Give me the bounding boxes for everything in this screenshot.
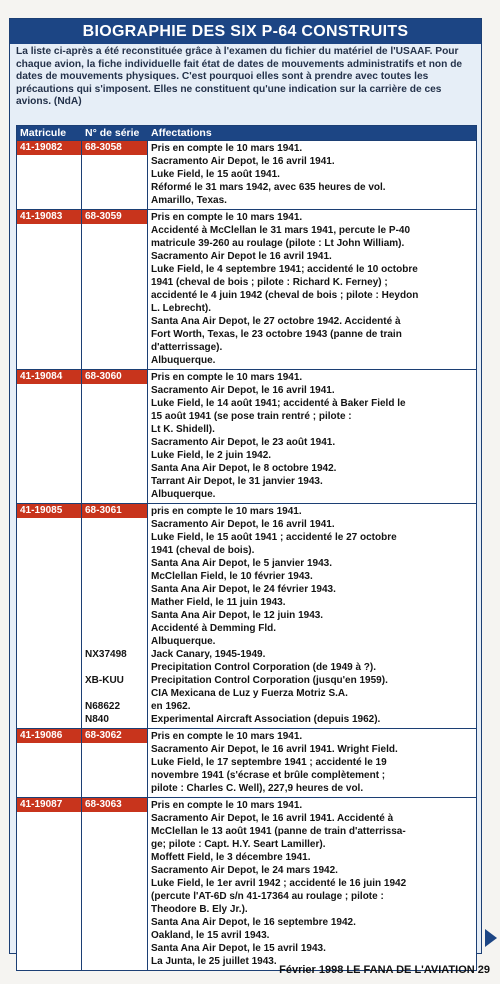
registrations <box>82 743 147 797</box>
affectation-line: d'atterrissage). <box>151 342 223 353</box>
affectation-line: Lt K. Shidell). <box>151 424 215 435</box>
matricule-cell <box>17 210 82 369</box>
intro-text: La liste ci-après a été reconstituée grâce à l'examen du fichier du matériel de l'USAAF. Pour chaque avion, la fiche individuelle fait état de dates de mouvements administratifs et non de dates de mouvements physiques. C'est pourquoi elles sont à prendre avec toutes les précautions qui s'imposent. Elles ne constituent qu'une indication sur la carrière de ces avions. (NdA) <box>16 46 463 108</box>
affectation-line: Precipitation Control Corporation (de 1949 à ?). <box>151 662 377 673</box>
affectation-line: L. Lebrecht). <box>151 303 212 314</box>
affectation-line: pris en compte le 10 mars 1941. <box>151 506 302 517</box>
affectation-line: Oakland, le 15 avril 1943. <box>151 930 270 941</box>
registration-label: NX37498 <box>85 649 127 660</box>
matricule-cell <box>17 370 82 503</box>
table-row <box>17 209 476 369</box>
serie-cell <box>82 141 148 209</box>
affectation-line: La Junta, le 25 juillet 1943. <box>151 956 277 967</box>
table-row <box>17 728 476 797</box>
affectation-line: Luke Field, le 2 juin 1942. <box>151 450 272 461</box>
registration-label: N68622 <box>85 701 121 712</box>
affectation-line: CIA Mexicana de Luz y Fuerza Motriz S.A. <box>151 688 348 699</box>
affectation-line: accidenté le 4 juin 1942 (cheval de bois ; pilote : Heydon <box>151 290 419 301</box>
biography-panel <box>9 18 482 967</box>
affectation-line: ge; pilote : Capt. H.Y. Seart Lamiller). <box>151 839 326 850</box>
affectation-line: novembre 1941 (s'écrase et brûle complètement ; <box>151 770 386 781</box>
affectation-line: Amarillo, Texas. <box>151 195 227 206</box>
table-row <box>17 503 476 728</box>
affectation-line: Albuquerque. <box>151 355 216 366</box>
aircraft-table <box>16 125 477 971</box>
affectation-line: Accidenté à Demming Fld. <box>151 623 277 634</box>
affectation-line: Pris en compte le 10 mars 1941. <box>151 731 303 742</box>
matricule-value: 41-19083 <box>17 210 81 224</box>
affectation-line: Pris en compte le 10 mars 1941. <box>151 800 303 811</box>
affectation-line: Pris en compte le 10 mars 1941. <box>151 372 303 383</box>
affectation-line: Santa Ana Air Depot, le 8 octobre 1942. <box>151 463 337 474</box>
table-row <box>17 797 476 970</box>
serie-cell <box>82 370 148 503</box>
affectation-line: 15 août 1941 (se pose train rentré ; pilote : <box>151 411 352 422</box>
affectation-line: (percute l'AT-6D s/n 41-17364 au roulage ; pilote : <box>151 891 384 902</box>
matricule-cell <box>17 729 82 797</box>
affectation-line: Santa Ana Air Depot, le 12 juin 1943. <box>151 610 324 621</box>
affectation-line: matricule 39-260 au roulage (pilote : Lt John William). <box>151 238 405 249</box>
serie-value: 68-3063 <box>82 798 147 812</box>
affectation-line: McClellan le 13 août 1941 (panne de train d'atterrissa- <box>151 826 406 837</box>
serie-cell <box>82 798 148 970</box>
affectation-line: Luke Field, le 15 août 1941. <box>151 169 280 180</box>
affectation-line: 1941 (cheval de bois ; pilote : Richard K. Ferney) ; <box>151 277 388 288</box>
affectation-line: Albuquerque. <box>151 489 216 500</box>
serie-cell <box>82 504 148 728</box>
registrations <box>82 518 147 728</box>
affectations-cell <box>148 210 476 369</box>
table-row <box>17 369 476 503</box>
affectation-line: Sacramento Air Depot, le 16 avril 1941. <box>151 385 335 396</box>
matricule-value: 41-19087 <box>17 798 81 812</box>
affectation-line: Sacramento Air Depot, le 16 avril 1941. <box>151 519 335 530</box>
affectation-line: Experimental Aircraft Association (depuis 1962). <box>151 714 381 725</box>
affectations-cell <box>148 141 476 209</box>
table-row <box>17 140 476 209</box>
matricule-cell <box>17 141 82 209</box>
matricule-value: 41-19085 <box>17 504 81 518</box>
affectation-line: Luke Field, le 14 août 1941; accidenté à Baker Field le <box>151 398 406 409</box>
serie-value: 68-3058 <box>82 141 147 155</box>
affectation-line: Tarrant Air Depot, le 31 janvier 1943. <box>151 476 323 487</box>
serie-value: 68-3062 <box>82 729 147 743</box>
serie-cell <box>82 210 148 369</box>
registrations <box>82 155 147 209</box>
affectation-line: Mather Field, le 11 juin 1943. <box>151 597 286 608</box>
affectation-line: Luke Field, le 4 septembre 1941; accidenté le 10 octobre <box>151 264 418 275</box>
affectation-line: McClellan Field, le 10 février 1943. <box>151 571 313 582</box>
affectation-line: Sacramento Air Depot, le 16 avril 1941. <box>151 156 335 167</box>
header-serie: N° de série <box>85 127 140 139</box>
affectation-line: pilote : Charles C. Well), 227,9 heures de vol. <box>151 783 364 794</box>
header-matricule: Matricule <box>20 127 67 139</box>
affectation-line: Jack Canary, 1945-1949. <box>151 649 266 660</box>
affectation-line: Sacramento Air Depot, le 23 août 1941. <box>151 437 336 448</box>
registrations <box>82 812 147 970</box>
registration-label: XB-KUU <box>85 675 124 686</box>
affectation-line: Pris en compte le 10 mars 1941. <box>151 143 303 154</box>
affectation-line: Luke Field, le 1er avril 1942 ; accidenté le 16 juin 1942 <box>151 878 407 889</box>
table-header <box>17 126 476 140</box>
affectations-cell <box>148 729 476 797</box>
affectation-line: Pris en compte le 10 mars 1941. <box>151 212 303 223</box>
affectation-line: Luke Field, le 15 août 1941 ; accidenté le 27 octobre <box>151 532 397 543</box>
affectation-line: Sacramento Air Depot, le 16 avril 1941. Wright Field. <box>151 744 398 755</box>
affectation-line: Precipitation Control Corporation (jusqu'en 1959). <box>151 675 388 686</box>
matricule-cell <box>17 798 82 970</box>
header-affectations: Affectations <box>151 127 212 139</box>
arrow-right-icon <box>485 929 497 947</box>
panel-title: BIOGRAPHIE DES SIX P-64 CONSTRUITS <box>10 19 481 44</box>
affectation-line: Theodore B. Ely Jr.). <box>151 904 248 915</box>
affectation-line: Réformé le 31 mars 1942, avec 635 heures de vol. <box>151 182 386 193</box>
matricule-value: 41-19082 <box>17 141 81 155</box>
page-footer: Février 1998 LE FANA DE L'AVIATION 29 <box>279 964 490 976</box>
affectation-line: Moffett Field, le 3 décembre 1941. <box>151 852 311 863</box>
affectation-line: Santa Ana Air Depot, le 5 janvier 1943. <box>151 558 332 569</box>
affectation-line: Albuquerque. <box>151 636 216 647</box>
registrations <box>82 384 147 503</box>
serie-value: 68-3060 <box>82 370 147 384</box>
affectation-line: Santa Ana Air Depot, le 16 septembre 1942. <box>151 917 356 928</box>
affectation-line: en 1962. <box>151 701 191 712</box>
serie-cell <box>82 729 148 797</box>
serie-value: 68-3061 <box>82 504 147 518</box>
affectation-line: Santa Ana Air Depot, le 27 octobre 1942. Accidenté à <box>151 316 401 327</box>
registrations <box>82 224 147 369</box>
matricule-value: 41-19084 <box>17 370 81 384</box>
affectation-line: Fort Worth, Texas, le 23 octobre 1943 (panne de train <box>151 329 402 340</box>
affectation-line: Sacramento Air Depot, le 16 avril 1941. Accidenté à <box>151 813 394 824</box>
serie-value: 68-3059 <box>82 210 147 224</box>
matricule-cell <box>17 504 82 728</box>
affectation-line: Sacramento Air Depot le 16 avril 1941. <box>151 251 332 262</box>
registration-label: N840 <box>85 714 109 725</box>
affectation-line: Santa Ana Air Depot, le 15 avril 1943. <box>151 943 326 954</box>
table-body <box>17 140 476 970</box>
affectation-line: 1941 (cheval de bois). <box>151 545 255 556</box>
affectations-cell <box>148 504 476 728</box>
affectation-line: Accidenté à McClellan le 31 mars 1941, percute le P-40 <box>151 225 411 236</box>
affectations-cell <box>148 370 476 503</box>
affectation-line: Sacramento Air Depot, le 24 mars 1942. <box>151 865 338 876</box>
affectations-cell <box>148 798 476 970</box>
matricule-value: 41-19086 <box>17 729 81 743</box>
affectation-line: Santa Ana Air Depot, le 24 février 1943. <box>151 584 336 595</box>
affectation-line: Luke Field, le 17 septembre 1941 ; accidenté le 19 <box>151 757 387 768</box>
